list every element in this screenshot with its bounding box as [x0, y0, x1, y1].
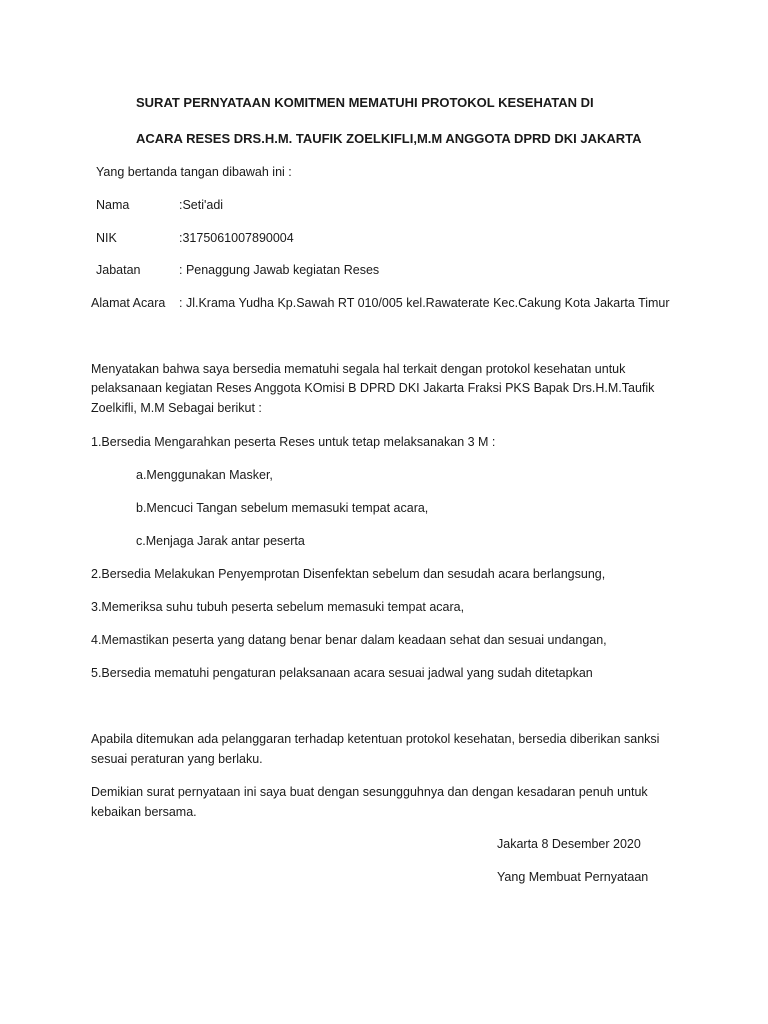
item-1: 1.Bersedia Mengarahkan peserta Reses untuk tetap melaksanakan 3 M :	[91, 435, 496, 449]
item-2: 2.Bersedia Melakukan Penyemprotan Disenfektan sebelum dan sesudah acara berlangsung,	[91, 567, 606, 581]
field-value-jabatan: : Penaggung Jawab kegiatan Reses	[179, 263, 380, 277]
intro-text: Yang bertanda tangan dibawah ini :	[96, 165, 292, 179]
item-4: 4.Memastikan peserta yang datang benar benar dalam keadaan sehat dan sesuai undangan,	[91, 633, 607, 647]
closing-line-2: kebaikan bersama.	[91, 805, 197, 819]
field-label-nik: NIK	[96, 231, 117, 245]
sanction-line-2: sesuai peraturan yang berlaku.	[91, 752, 263, 766]
field-label-jabatan: Jabatan	[96, 263, 141, 277]
item-1-sub-b: b.Mencuci Tangan sebelum memasuki tempat acara,	[136, 501, 429, 515]
statement-line-1: Menyatakan bahwa saya bersedia mematuhi segala hal terkait dengan protokol kesehatan untuk	[91, 362, 626, 376]
statement-line-3: Zoelkifli, M.M Sebagai berikut :	[91, 401, 262, 415]
field-label-alamat: Alamat Acara	[91, 296, 166, 310]
item-3: 3.Memeriksa suhu tubuh peserta sebelum memasuki tempat acara,	[91, 600, 465, 614]
closing-line-1: Demikian surat pernyataan ini saya buat dengan sesungguhnya dan dengan kesadaran penuh untuk	[91, 785, 648, 799]
signature-signer-label: Yang Membuat Pernyataan	[497, 870, 649, 884]
signature-place-date: Jakarta 8 Desember 2020	[497, 837, 641, 851]
field-label-nama: Nama	[96, 198, 130, 212]
title-line-1: SURAT PERNYATAAN KOMITMEN MEMATUHI PROTOKOL KESEHATAN DI	[136, 95, 594, 110]
title-line-2: ACARA RESES DRS.H.M. TAUFIK ZOELKIFLI,M.M ANGGOTA DPRD DKI JAKARTA	[136, 131, 642, 146]
item-1-sub-a: a.Menggunakan Masker,	[136, 468, 273, 482]
sanction-line-1: Apabila ditemukan ada pelanggaran terhadap ketentuan protokol kesehatan, bersedia diberikan sanksi	[91, 732, 660, 746]
statement-line-2: pelaksanaan kegiatan Reses Anggota KOmisi B DPRD DKI Jakarta Fraksi PKS Bapak Drs.H.M.Taufik	[91, 381, 655, 395]
item-5: 5.Bersedia mematuhi pengaturan pelaksanaan acara sesuai jadwal yang sudah ditetapkan	[91, 666, 593, 680]
item-1-sub-c: c.Menjaga Jarak antar peserta	[136, 534, 305, 548]
field-value-nama: :Seti'adi	[179, 198, 224, 212]
field-value-alamat: : Jl.Krama Yudha Kp.Sawah RT 010/005 kel.Rawaterate Kec.Cakung Kota Jakarta Timur	[179, 296, 670, 310]
field-value-nik: :3175061007890004	[179, 231, 294, 245]
